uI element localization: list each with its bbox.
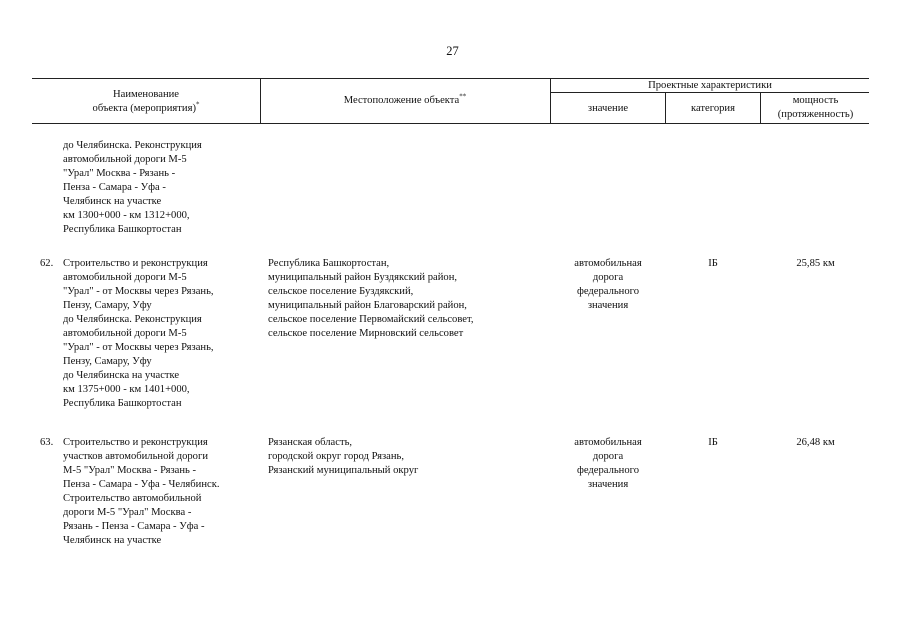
- header-divider-1: [260, 78, 261, 123]
- row-62-value: автомобильная дорога федерального значения: [574, 258, 642, 311]
- header-name-footnote-mark: *: [195, 100, 200, 109]
- header-value-column: значение: [587, 103, 629, 114]
- page-number: 27: [446, 44, 459, 58]
- row-62-location: Республика Башкортостан, муниципальный район Буздякский район, сельское поселение Буздякский, муниципальный район Благоварский район, сельское поселение Первомайский сельсовет, сельское поселение Мирновский сельсовет: [268, 258, 474, 339]
- header-location-footnote-mark: **: [459, 92, 467, 101]
- header-capacity-column: мощность (протяженность): [777, 95, 854, 120]
- row-62-number: 62.: [40, 258, 54, 269]
- header-divider-4: [760, 92, 761, 123]
- row-62-name: Строительство и реконструкция автомобильной дороги М-5 "Урал" - от Москвы через Рязань, Пензу, Самару, Уфу до Челябинска. Реконструкция автомобильной дороги М-5 "Урал" - от Москвы через Рязань, Пензу, Самару, Уфу до Челябинска на участке км 1375+000 - км 1401+000, Республика Башкортостан: [63, 258, 214, 409]
- header-name-label: Наименование объекта (мероприятия): [92, 89, 196, 114]
- row-62-capacity: 25,85 км: [796, 258, 835, 269]
- row-62-category: IБ: [708, 258, 718, 269]
- row-continuation-name: до Челябинска. Реконструкция автомобильной дороги М-5 "Урал" Москва - Рязань - Пенза - Самара - Уфа - Челябинск на участке км 1300+000 - км 1312+000, Республика Башкортостан: [63, 140, 202, 235]
- row-63-capacity: 26,48 км: [796, 437, 835, 448]
- header-location-label: Местоположение объекта: [343, 95, 460, 106]
- row-63-value: автомобильная дорога федерального значения: [574, 437, 642, 490]
- header-project-group: Проектные характеристики: [648, 80, 772, 91]
- header-bottom-rule: [32, 123, 869, 124]
- row-63-name: Строительство и реконструкция участков автомобильной дороги М-5 "Урал" Москва - Рязань - Пенза - Самара - Уфа - Челябинск. Строительство автомобильной дороги М-5 "Урал" Москва - Рязань - Пенза - Самара - Уфа - Челябинск на участке: [63, 437, 220, 546]
- row-63-number: 63.: [40, 437, 54, 448]
- header-divider-2: [550, 78, 551, 123]
- header-category-column: категория: [691, 103, 735, 114]
- header-divider-3: [665, 92, 666, 123]
- row-63-category: IБ: [708, 437, 718, 448]
- header-location-column: [262, 94, 548, 108]
- header-name-column: [36, 88, 256, 116]
- row-63-location: Рязанская область, городской округ город Рязань, Рязанский муниципальный округ: [268, 437, 419, 476]
